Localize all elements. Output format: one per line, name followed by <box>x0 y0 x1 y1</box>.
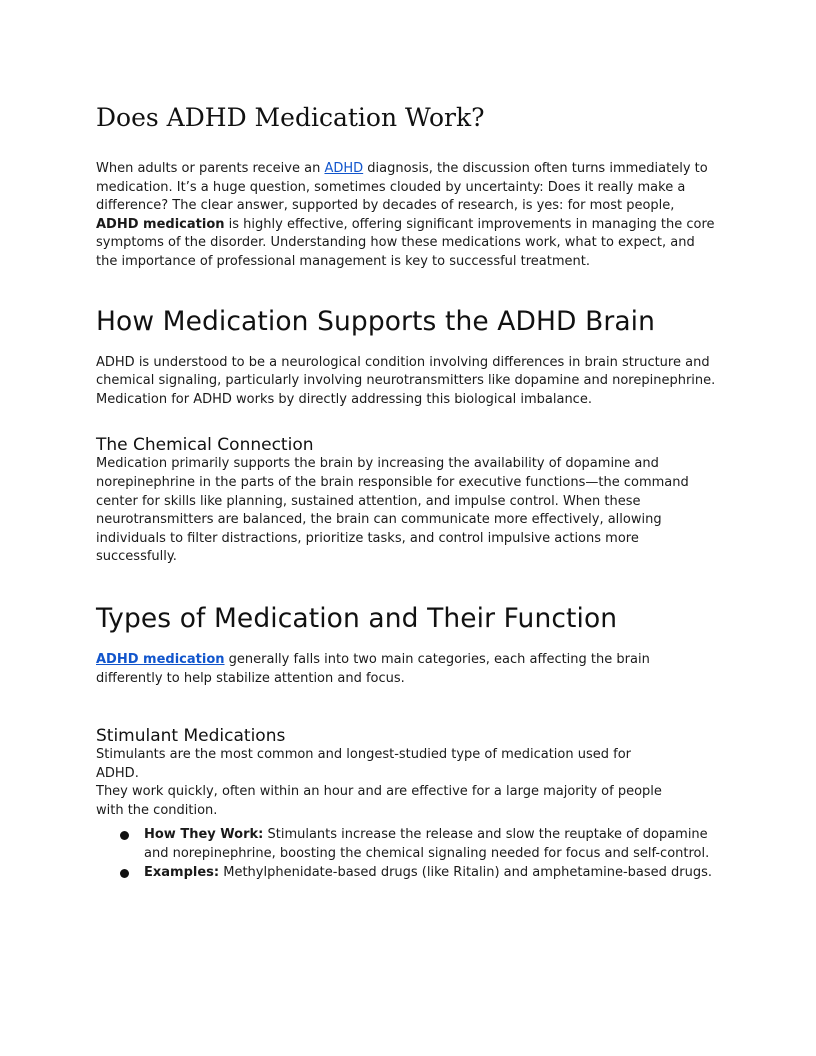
stimulant-line-1: Stimulants are the most common and longest-studied type of medication used for ADHD. <box>96 747 632 781</box>
intro-bold-term: ADHD medication <box>96 216 225 232</box>
document-page <box>96 100 716 882</box>
bullet-dot-icon <box>120 831 129 840</box>
section-heading-types: Types of Medication and Their Function <box>96 602 618 634</box>
adhd-link[interactable]: ADHD <box>324 161 364 176</box>
intro-paragraph <box>96 160 716 272</box>
page-title: Does ADHD Medication Work? <box>96 103 485 132</box>
adhd-medication-link-label: ADHD medication <box>96 651 225 667</box>
adhd-medication-link[interactable] <box>96 652 225 667</box>
brain-paragraph: ADHD is understood to be a neurological condition involving differences in brain structure and chemical signaling, particularly involving neurotransmitters like dopamine and norepinephrine. Medication for ADHD works by directly addressing this biological imbalance. <box>96 354 716 407</box>
bullet-label: How They Work: <box>144 827 264 843</box>
subheading-chemical-connection: The Chemical Connection <box>96 435 314 456</box>
intro-text-start: When adults or parents receive an <box>96 161 325 176</box>
types-paragraph-text: generally falls into two main categories, each affecting the brain differently to help stabilize attention and focus. <box>96 651 650 686</box>
stimulant-bullet-list <box>96 826 716 882</box>
bullet-text: Stimulants increase the release and slow the reuptake of dopamine and norepinephrine, boosting the chemical signaling needed for focus and self-control. <box>144 827 710 862</box>
intro-text-middle: diagnosis, the discussion often turns immediately to medication. It’s a huge question, sometimes clouded by uncertainty: Does it really make a difference? The clear answer, supported by decades of research, is yes: for most people, <box>96 161 708 214</box>
chemical-connection-paragraph: Medication primarily supports the brain by increasing the availability of dopamine and norepinephrine in the parts of the brain responsible for executive functions—the command center for skills like planning, sustained attention, and impulse control. When these neurotransmitters are balanced, the brain can communicate more effectively, allowing individuals to filter distractions, prioritize tasks, and control impulsive actions more successfully. <box>96 456 689 565</box>
bullet-text: Methylphenidate-based drugs (like Ritalin) and amphetamine-based drugs. <box>219 864 713 880</box>
subheading-stimulant-medications: Stimulant Medications <box>96 726 286 747</box>
stimulant-line-2: They work quickly, often within an hour and are effective for a large majority of people with the condition. <box>96 784 662 818</box>
bullet-label: Examples: <box>144 864 220 880</box>
intro-text-end: is highly effective, offering significant improvements in managing the core symptoms of the disorder. Understanding how these medications work, what to expect, and the importance of professional management is key to successful treatment. <box>96 216 715 269</box>
list-item-how-they-work <box>96 826 716 863</box>
section-heading-brain: How Medication Supports the ADHD Brain <box>96 305 656 337</box>
bullet-dot-icon <box>120 869 129 878</box>
types-paragraph <box>96 651 716 688</box>
list-item-examples <box>96 864 716 883</box>
